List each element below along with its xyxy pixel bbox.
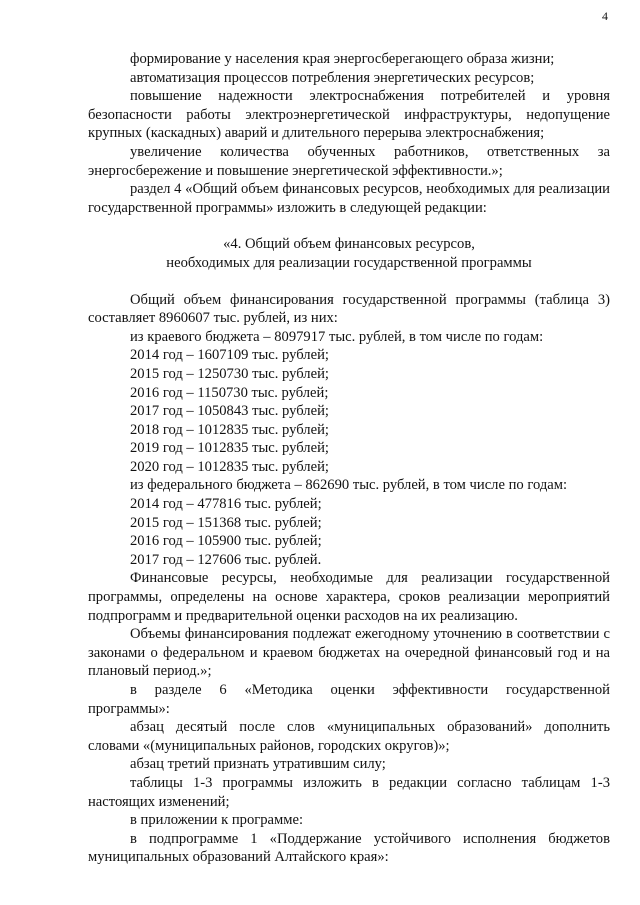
- paragraph: таблицы 1-3 программы изложить в редакции согласно таблицам 1-3 настоящих изменений;: [88, 774, 610, 810]
- paragraph: в разделе 6 «Методика оценки эффективности государственной программы»:: [88, 682, 610, 717]
- regional-year-line: 2016 год – 1150730 тыс. рублей;: [130, 384, 329, 401]
- federal-year-line: 2015 год – 151368 тыс. рублей;: [130, 514, 322, 531]
- page-number: 4: [602, 9, 608, 23]
- paragraph: Финансовые ресурсы, необходимые для реализации государственной программы, определены на основе характера, сроков реализации мероприятий подпрограмм и предварительной оценки расходов на их реализацию.: [88, 570, 610, 624]
- federal-year-line: 2017 год – 127606 тыс. рублей.: [130, 551, 322, 568]
- paragraph: абзац третий признать утратившим силу;: [130, 756, 386, 773]
- regional-year-line: 2020 год – 1012835 тыс. рублей;: [130, 458, 329, 475]
- federal-year-line: 2014 год – 477816 тыс. рублей;: [130, 496, 322, 513]
- section-heading: [88, 235, 610, 272]
- regional-year-line: 2017 год – 1050843 тыс. рублей;: [130, 403, 329, 420]
- regional-year-line: 2019 год – 1012835 тыс. рублей;: [130, 440, 329, 457]
- paragraph: повышение надежности электроснабжения потребителей и уровня безопасности работы электроэнергетической инфраструктуры, недопущение крупных (каскадных) аварий и длительного перерыва электроснабжения;: [88, 88, 610, 142]
- section-heading-line: «4. Общий объем финансовых ресурсов,: [223, 236, 475, 253]
- paragraph: абзац десятый после слов «муниципальных образований» дополнить словами «(муниципальных районов, городских округов)»;: [88, 719, 610, 754]
- regional-year-line: 2015 год – 1250730 тыс. рублей;: [130, 365, 329, 382]
- regional-budget-intro: из краевого бюджета – 8097917 тыс. рублей, в том числе по годам:: [130, 328, 544, 345]
- paragraph: формирование у населения края энергосберегающего образа жизни;: [130, 51, 555, 67]
- paragraph: Объемы финансирования подлежат ежегодному уточнению в соответствии с законами о федеральном и краевом бюджетах на очередной финансовый год и на плановый период.»;: [88, 626, 610, 680]
- federal-year-line: 2016 год – 105900 тыс. рублей;: [130, 533, 322, 550]
- total-funding-paragraph: Общий объем финансирования государственной программы (таблица 3) составляет 8960607 тыс. рублей, из них:: [88, 291, 610, 327]
- federal-budget-intro: из федерального бюджета – 862690 тыс. рублей, в том числе по годам:: [130, 477, 568, 494]
- regional-year-line: 2014 год – 1607109 тыс. рублей;: [130, 347, 329, 364]
- paragraph: раздел 4 «Общий объем финансовых ресурсов, необходимых для реализации государственной программы» изложить в следующей редакции:: [88, 181, 610, 216]
- paragraph: увеличение количества обученных работников, ответственных за энергосбережение и повышение энергетической эффективности.»;: [88, 143, 610, 179]
- section-heading-line: необходимых для реализации государственной программы: [166, 254, 532, 271]
- document-body: [88, 50, 610, 867]
- regional-year-line: 2018 год – 1012835 тыс. рублей;: [130, 421, 329, 438]
- paragraph: автоматизация процессов потребления энергетических ресурсов;: [130, 69, 535, 86]
- paragraph: в подпрограмме 1 «Поддержание устойчивого исполнения бюджетов муниципальных образований Алтайского края»:: [88, 830, 610, 866]
- paragraph: в приложении к программе:: [130, 812, 304, 829]
